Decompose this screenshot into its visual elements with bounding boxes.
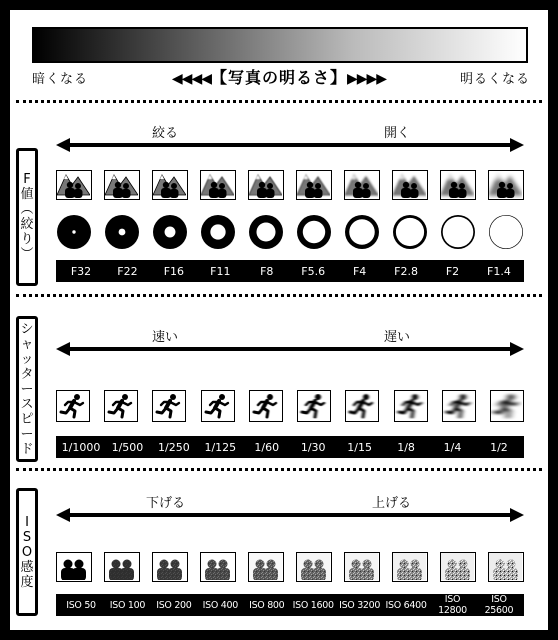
- aperture-icon: [248, 214, 284, 250]
- fnumber-side-label: [16, 148, 38, 286]
- iso-portrait-icon: [392, 552, 428, 582]
- side-label-char: ︶: [20, 247, 34, 262]
- fnumber-value-label: F1.4: [487, 264, 511, 278]
- fnumber-arrow-right-label: 開く: [384, 126, 411, 141]
- running-person-icon: [201, 390, 235, 422]
- running-person-icon: [490, 390, 524, 422]
- shutter-value-bar: [56, 436, 524, 458]
- shutter-runner-row: [56, 390, 524, 422]
- exposure-chart-sheet: [10, 10, 548, 630]
- running-person-icon: [152, 390, 186, 422]
- fnumber-value-label: F2: [445, 264, 460, 278]
- fnumber-photo-row: [56, 170, 524, 200]
- side-label-char: 度: [20, 574, 34, 590]
- portrait-photo-icon: [248, 170, 284, 200]
- iso-value-label: ISO 1600: [292, 599, 334, 611]
- side-label-char: り: [20, 232, 34, 247]
- iso-value-label: ISO 400: [202, 599, 238, 611]
- iso-portrait-icon: [488, 552, 524, 582]
- aperture-icon: [392, 214, 428, 250]
- shutter-arrow: [56, 342, 524, 356]
- aperture-icon: [56, 214, 92, 250]
- iso-arrow: [56, 508, 524, 522]
- iso-arrow-right-label: 上げる: [372, 496, 412, 511]
- running-person-icon: [104, 390, 138, 422]
- side-label-char: 絞: [20, 217, 34, 232]
- iso-value-label: ISO 12800: [438, 594, 467, 616]
- portrait-photo-icon: [104, 170, 140, 200]
- shutter-section: [10, 296, 548, 466]
- iso-photo-row: [56, 552, 524, 582]
- side-label-char: I: [25, 514, 29, 530]
- side-label-char: ー: [20, 381, 34, 397]
- iso-value-bar: [56, 594, 524, 616]
- portrait-photo-icon: [152, 170, 188, 200]
- fnumber-section: [10, 102, 548, 292]
- portrait-photo-icon: [200, 170, 236, 200]
- iso-value-label: ISO 25600: [484, 594, 514, 616]
- fnumber-arrow: [56, 138, 524, 152]
- darker-label: 暗くなる: [32, 72, 89, 87]
- iso-portrait-icon: [200, 552, 236, 582]
- shutter-side-label: [16, 316, 38, 462]
- fnumber-value-label: F4: [352, 264, 367, 278]
- portrait-photo-icon: [392, 170, 428, 200]
- fnumber-value-label: F22: [117, 264, 138, 278]
- iso-portrait-icon: [248, 552, 284, 582]
- left-triangles: ◀◀◀◀: [171, 71, 211, 87]
- brighter-label: 明るくなる: [459, 72, 530, 87]
- iso-value-label: ISO 50: [66, 599, 96, 611]
- aperture-icon: [440, 214, 476, 250]
- aperture-icon: [200, 214, 236, 250]
- portrait-photo-icon: [296, 170, 332, 200]
- side-label-char: ャ: [20, 336, 34, 352]
- side-label-char: S: [22, 529, 32, 545]
- shutter-value-label: 1/500: [111, 440, 144, 454]
- running-person-icon: [249, 390, 283, 422]
- iso-portrait-icon: [152, 552, 188, 582]
- shutter-value-label: 1/8: [397, 440, 415, 454]
- fnumber-value-label: F2.8: [394, 264, 418, 278]
- side-label-char: 感: [20, 559, 34, 575]
- shutter-arrow-right-label: 遅い: [384, 330, 411, 345]
- iso-value-label: ISO 800: [249, 599, 285, 611]
- running-person-icon: [442, 390, 476, 422]
- fnumber-value-label: F32: [70, 264, 92, 278]
- side-label-char: ッ: [20, 351, 34, 367]
- fnumber-value-label: F16: [163, 264, 185, 278]
- aperture-icon: [344, 214, 380, 250]
- aperture-icon: [488, 214, 524, 250]
- iso-value-label: ISO 200: [156, 599, 192, 611]
- fnumber-value-bar: [56, 260, 524, 282]
- iso-portrait-icon: [296, 552, 332, 582]
- fnumber-value-label: F8: [260, 264, 274, 278]
- side-label-char: F: [23, 172, 31, 187]
- aperture-icon: [296, 214, 332, 250]
- portrait-photo-icon: [344, 170, 380, 200]
- iso-arrow-left-label: 下げる: [146, 496, 186, 511]
- fnumber-value-label: F11: [210, 264, 231, 278]
- aperture-icon: [152, 214, 188, 250]
- side-label-char: ド: [20, 441, 34, 457]
- shutter-arrow-left-label: 速い: [152, 330, 179, 345]
- side-label-char: ピ: [20, 411, 34, 427]
- shutter-value-label: 1/2: [490, 440, 508, 454]
- shutter-value-label: 1/125: [204, 440, 237, 454]
- side-label-char: ー: [20, 426, 34, 442]
- title-text: 【写真の明るさ】: [210, 68, 347, 87]
- side-label-char: シ: [20, 321, 34, 337]
- iso-section: [10, 470, 548, 630]
- side-label-char: タ: [20, 366, 34, 382]
- iso-value-label: ISO 6400: [385, 599, 427, 611]
- right-triangles: ▶▶▶▶: [347, 71, 387, 87]
- shutter-value-label: 1/30: [300, 440, 326, 454]
- iso-portrait-icon: [104, 552, 140, 582]
- portrait-photo-icon: [488, 170, 524, 200]
- side-label-char: ︵: [20, 202, 34, 217]
- shutter-value-label: 1/4: [443, 440, 462, 454]
- iso-portrait-icon: [440, 552, 476, 582]
- side-label-char: ス: [20, 396, 34, 412]
- aperture-icon: [104, 214, 140, 250]
- iso-value-label: ISO 100: [109, 599, 146, 611]
- brightness-gradient-bar: [32, 27, 528, 63]
- iso-value-label: ISO 3200: [339, 599, 381, 611]
- running-person-icon: [394, 390, 428, 422]
- fnumber-arrow-left-label: 絞る: [152, 126, 179, 141]
- iso-portrait-icon: [56, 552, 92, 582]
- iso-side-label: [16, 488, 38, 616]
- running-person-icon: [345, 390, 379, 422]
- side-label-char: O: [21, 544, 33, 560]
- running-person-icon: [297, 390, 331, 422]
- side-label-char: 値: [20, 187, 34, 202]
- iso-portrait-icon: [344, 552, 380, 582]
- shutter-value-label: 1/60: [254, 440, 280, 454]
- shutter-value-label: 1/250: [158, 440, 190, 454]
- portrait-photo-icon: [440, 170, 476, 200]
- running-person-icon: [56, 390, 90, 422]
- fnumber-aperture-row: [56, 214, 524, 250]
- fnumber-value-label: F5.6: [301, 264, 326, 278]
- portrait-photo-icon: [56, 170, 92, 200]
- shutter-value-label: 1/1000: [61, 440, 101, 454]
- shutter-value-label: 1/15: [347, 440, 372, 454]
